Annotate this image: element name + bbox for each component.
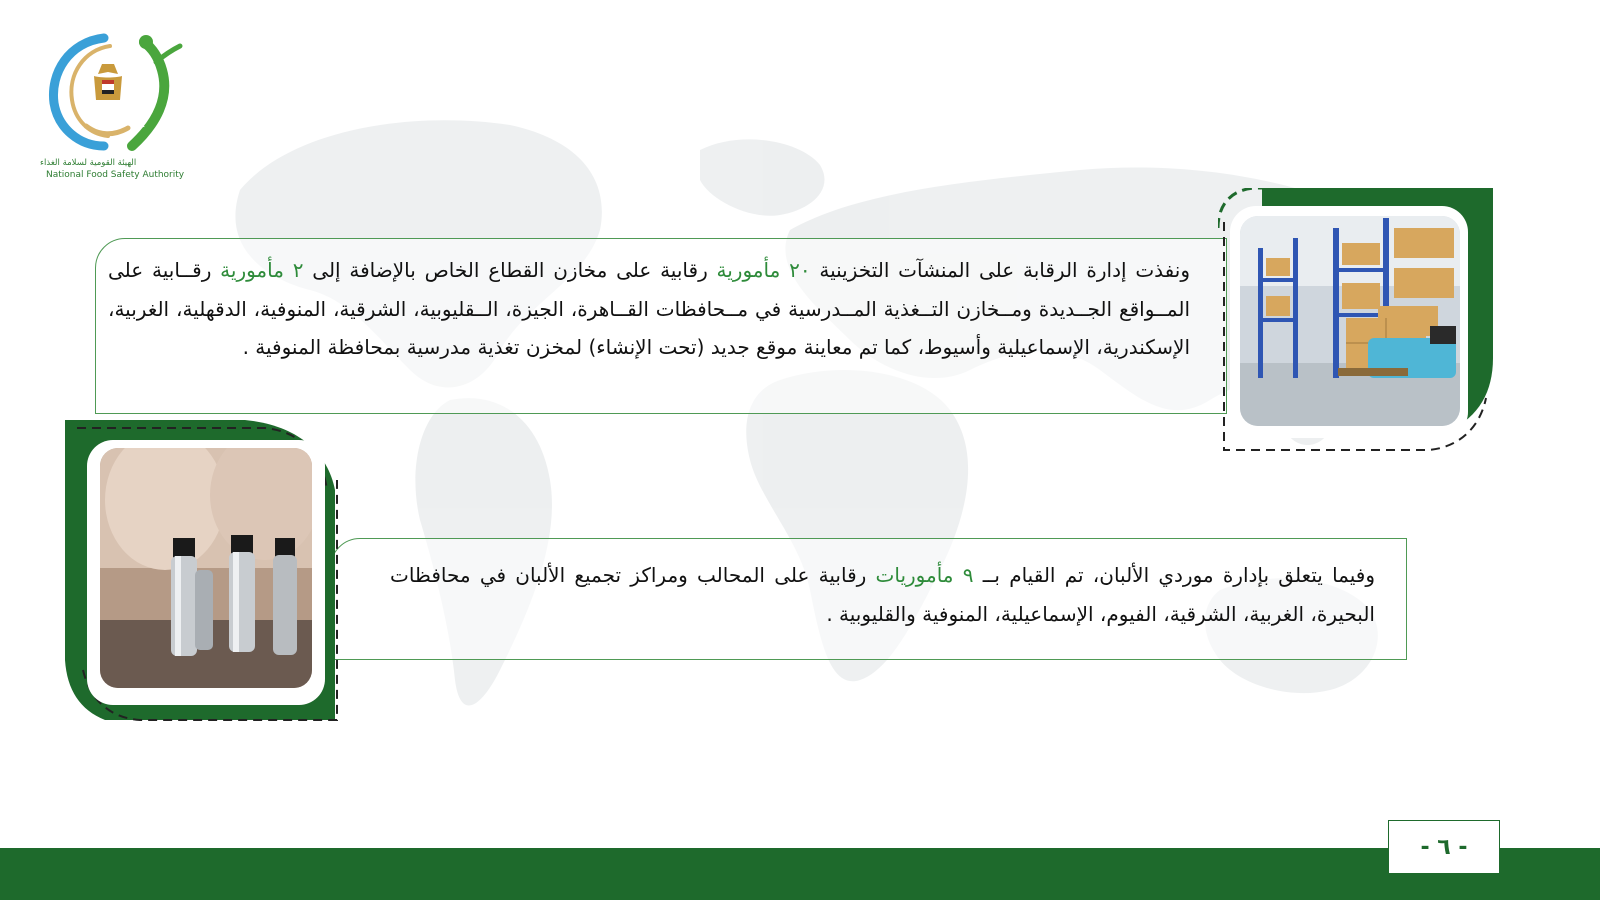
paragraph1-text-a: ونفذت إدارة الرقابة على المنشآت التخزينية — [810, 258, 1191, 282]
milking-photo — [100, 430, 320, 688]
storage-inspection-paragraph — [108, 251, 1190, 367]
paragraph2-text-a: وفيما يتعلق بإدارة موردي الألبان، تم القيام بــ — [973, 563, 1375, 587]
paragraph1-text-c: رقــابية على المــواقع الجــديدة ومــخازن التــغذية المــدرسية في مــحافظات القــاهرة، الجيزة، الــقليوبية، الشرقية، المنوفية، الدقهلية، الغربية، الإسكندرية، الإسماعيلية وأسيوط، كما تم معاينة موقع جديد (تحت الإنشاء) لمخزن تغذية مدرسية بمحافظة المنوفية . — [108, 258, 1190, 359]
warehouse-photo — [1240, 216, 1460, 426]
paragraph1-text-b: رقابية على مخازن القطاع الخاص بالإضافة إلى — [303, 258, 717, 282]
paragraph1-highlight-missions: ٢٠ مأمورية — [716, 258, 811, 282]
paragraph2-text-b: رقابية على المحالب ومراكز تجميع الألبان في محافظات البحيرة، الغربية، الشرقية، الفيوم، الإسماعيلية، المنوفية والقليوبية . — [390, 563, 1375, 626]
footer-bar — [0, 848, 1600, 900]
dairy-inspection-paragraph — [390, 556, 1375, 633]
logo-english-name: National Food Safety Authority — [46, 170, 185, 180]
nfsa-logo — [40, 28, 190, 188]
page-number: - ٦ - — [1388, 820, 1500, 874]
nfsa-emblem-icon — [44, 28, 184, 158]
milking-photo-frame — [65, 420, 345, 730]
warehouse-photo-frame — [1218, 188, 1493, 453]
nfsa-acronym: NFSA — [135, 97, 155, 129]
paragraph1-highlight-mission: ٢ مأمورية — [220, 258, 304, 282]
world-map-background — [180, 70, 1560, 850]
paragraph2-highlight-missions: ٩ مأموريات — [875, 563, 974, 587]
logo-arabic-name: الهيئة القومية لسلامة الغذاء — [40, 158, 137, 168]
